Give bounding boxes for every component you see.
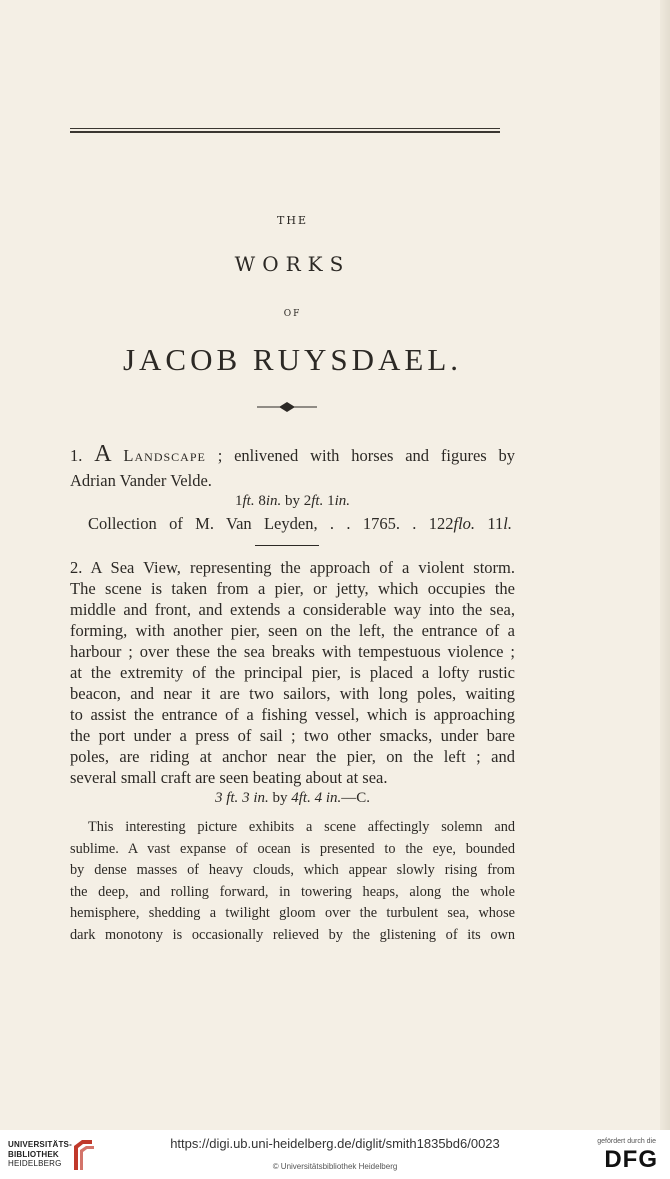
size-value: 1 — [234, 493, 243, 509]
entry1-line2: Adrian Vander Velde. — [70, 471, 212, 490]
size-value: 4 — [291, 790, 299, 806]
size-value: 3 — [214, 790, 223, 806]
commentary-line: This interesting picture exhibits a scene affectingly solemn and — [88, 819, 515, 835]
size-value: 1 — [327, 493, 335, 509]
size-value: 4 — [314, 790, 323, 806]
top-rule-thick — [70, 131, 500, 133]
size-by: by — [272, 790, 288, 806]
dfg-logo[interactable]: DFG — [604, 1146, 658, 1173]
commentary-line: dark monotony is occasionally relieved by the glistening of its own — [70, 926, 515, 943]
size-unit: in. — [265, 493, 282, 509]
entry2-line: middle and front, and extends a considerable way into the sea, — [70, 600, 515, 619]
entry2-line: 2. A Sea View, representing the approach of a violent storm. — [70, 558, 515, 577]
entry2-line: harbour ; over these the sea breaks with tempestuous violence ; — [70, 642, 515, 661]
entry1-collection — [88, 513, 512, 534]
commentary-line: the deep, and rolling forward, in towering heaps, along the whole — [70, 883, 515, 900]
size-value: 2 — [303, 493, 312, 509]
currency-flo: flo. — [453, 514, 476, 533]
commentary-line: by dense masses of heavy clouds, which appear slowly rising from — [70, 862, 515, 878]
entry2-line: The scene is taken from a pier, or jetty, which occupies the — [70, 579, 515, 598]
logo-line: UNIVERSITÄTS- — [8, 1140, 72, 1149]
collection-text: Collection of M. Van Leyden, . . 1765. . 122 — [88, 514, 454, 533]
entry2-line: beacon, and near it are two sailors, with long poles, waiting — [70, 684, 515, 703]
commentary-line: sublime. A vast expanse of ocean is presented to the eye, bounded — [70, 840, 515, 857]
size-value: 3 — [242, 790, 250, 806]
size-unit: ft. — [311, 493, 324, 509]
entry2-line: forming, with another pier, seen on the left, the entrance of a — [70, 621, 515, 640]
logo-line: HEIDELBERG — [8, 1159, 62, 1168]
entry2-line: poles, are riding at anchor near the pier, on the left ; and — [70, 747, 515, 766]
footer-bar — [0, 1130, 670, 1179]
title-name: JACOB RUYSDAEL. — [122, 342, 463, 377]
entry2-line: at the extremity of the principal pier, is placed a lofty rustic — [70, 663, 515, 682]
size-tail: —C. — [341, 790, 371, 806]
section-rule — [255, 545, 319, 546]
entry1-line1-tail: ; enlivened with horses and figures by — [217, 446, 516, 465]
size-unit: in. — [253, 790, 269, 806]
size-unit: in. — [334, 493, 351, 509]
entry2-last-line: several small craft are seen beating about at sea. — [70, 768, 388, 787]
title-the: THE — [277, 214, 308, 227]
entry2-size — [70, 790, 515, 807]
price-unit: l. — [503, 514, 513, 533]
logo-line: BIBLIOTHEK — [8, 1149, 59, 1159]
size-unit: in. — [325, 790, 342, 806]
entry1-size — [70, 493, 515, 510]
top-rule — [70, 128, 500, 129]
permalink-url[interactable]: https://digi.ub.uni-heidelberg.de/diglit/smith1835bd6/0023 — [170, 1136, 500, 1151]
size-unit: ft. — [298, 790, 311, 806]
funded-by-label: gefördert durch die — [597, 1138, 656, 1145]
ornament-divider — [257, 401, 317, 413]
size-unit: ft. — [226, 790, 239, 806]
title-of: OF — [283, 309, 302, 319]
commentary-line: hemisphere, shedding a twilight gloom over the turbulent sea, whose — [70, 905, 515, 921]
entry1-number: 1. — [70, 446, 83, 465]
entry2-line: to assist the entrance of a fishing vessel, which is approaching — [70, 705, 515, 724]
copyright-notice: © Universitätsbibliothek Heidelberg — [272, 1162, 398, 1171]
size-unit: ft. — [242, 493, 255, 509]
title-works: WORKS — [234, 252, 351, 276]
size-value: 8 — [258, 493, 266, 509]
entry1-title: Landscape — [123, 446, 206, 465]
entry1-initial: A — [94, 441, 112, 467]
size-by: by — [285, 493, 300, 509]
entry2-line: the port under a press of sail ; two other smacks, under bare — [70, 726, 515, 745]
price-value: 11 — [487, 514, 504, 533]
page-edge — [660, 0, 670, 1130]
entry1-line1 — [70, 441, 516, 467]
